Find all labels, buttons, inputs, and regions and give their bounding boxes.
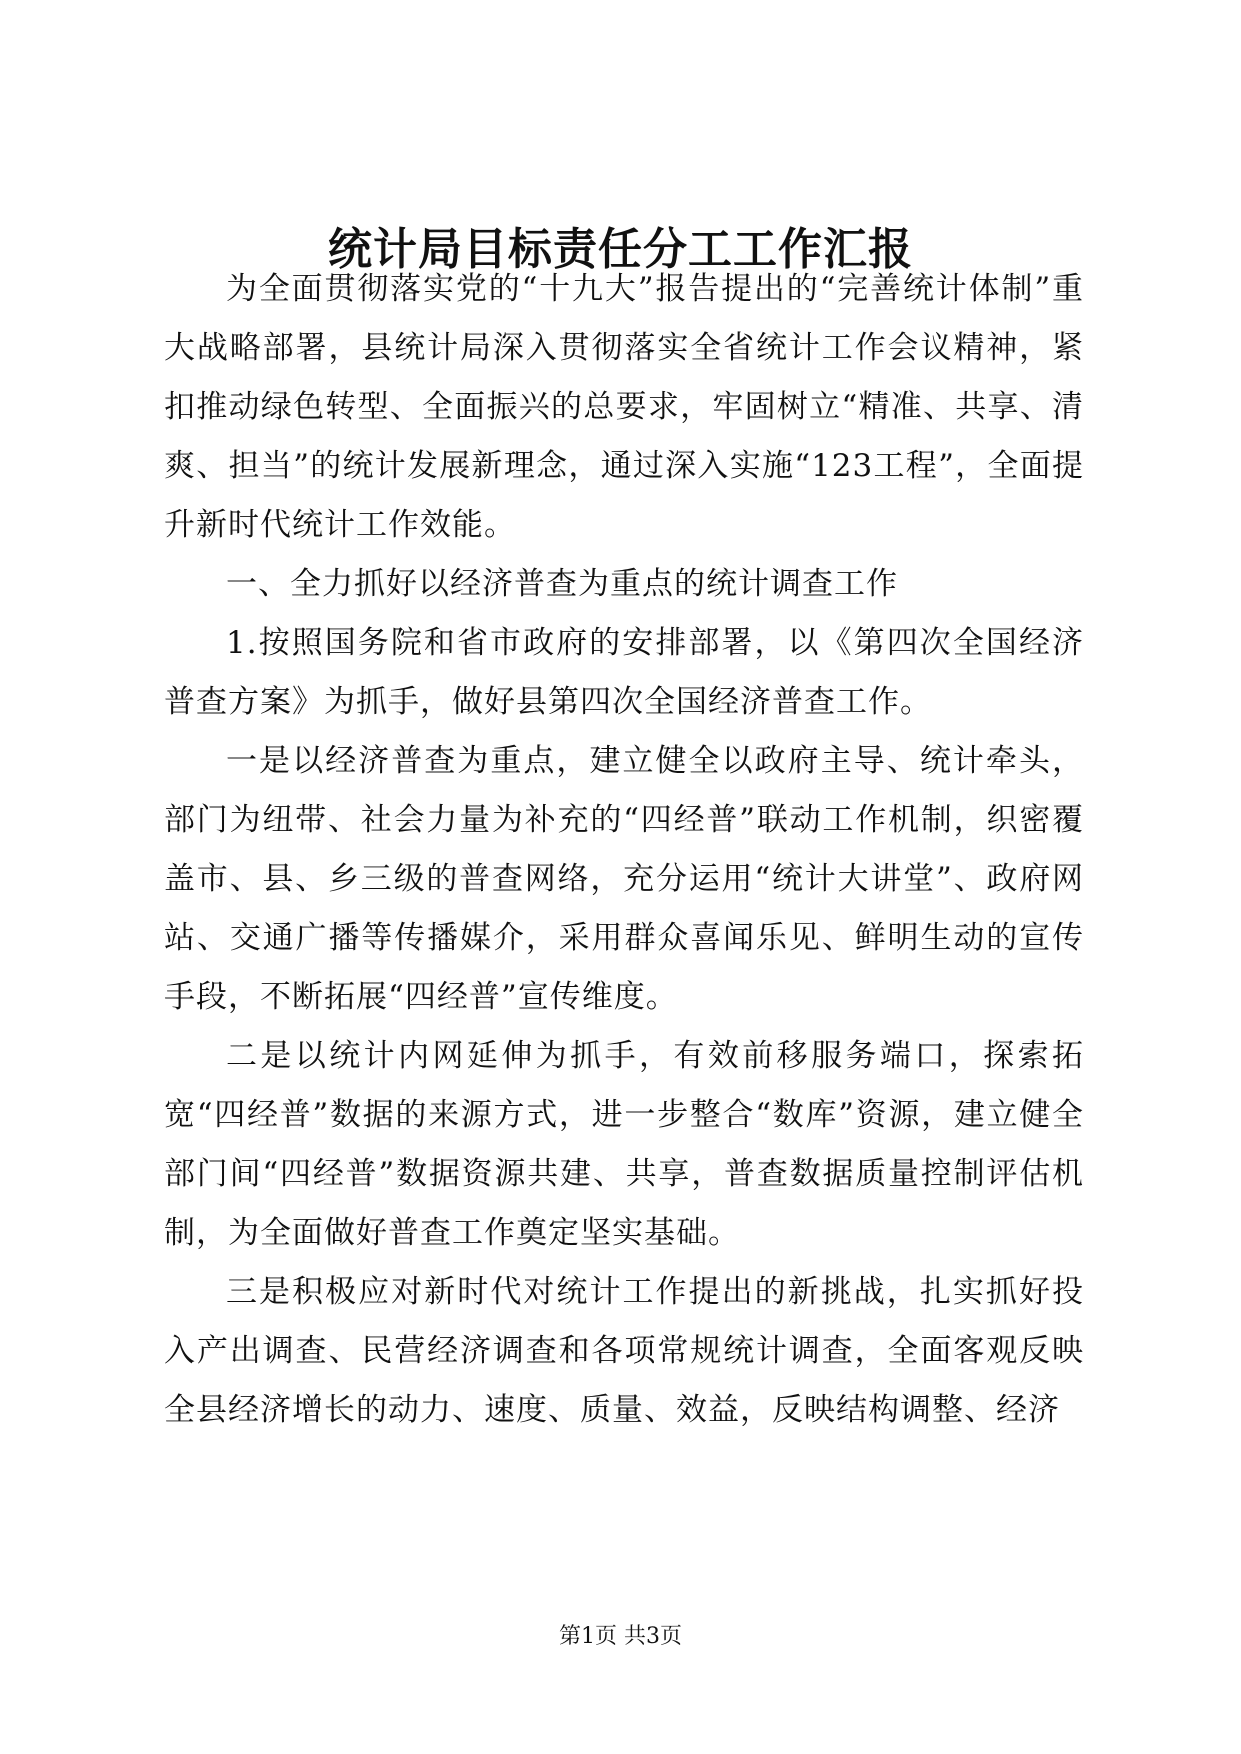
paragraph-intro: 为全面贯彻落实党的“十九大”报告提出的“完善统计体制”重大战略部署，县统计局深入贯彻落实全省统计工作会议精神，紧扣推动绿色转型、全面振兴的总要求，牢固树立“精准、共享、清爽、担当”的统计发展新理念，通过深入实施“123工程”，全面提升新时代统计工作效能。 bbox=[164, 271, 1084, 543]
paragraph-third-point: 三是积极应对新时代对统计工作提出的新挑战，扎实抓好投入产出调查、民营经济调查和各项常规统计调查，全面客观反映全县经济增长的动力、速度、质量、效益，反映结构调整、经济 bbox=[164, 1274, 1084, 1428]
document-title: 统计局目标责任分工工作汇报 bbox=[328, 224, 913, 275]
page-footer: 第1页 共3页 bbox=[559, 1624, 682, 1649]
paragraph-second-point: 二是以统计内网延伸为抓手，有效前移服务端口，探索拓宽“四经普”数据的来源方式，进一步整合“数库”资源，建立健全部门间“四经普”数据资源共建、共享，普查数据质量控制评估机制，为全面做好普查工作奠定坚实基础。 bbox=[164, 1038, 1084, 1251]
document-body bbox=[164, 260, 1084, 1440]
paragraph-item-1: 1.按照国务院和省市政府的安排部署，以《第四次全国经济普查方案》为抓手，做好县第四次全国经济普查工作。 bbox=[164, 625, 1084, 720]
paragraph-first-point: 一是以经济普查为重点，建立健全以政府主导、统计牵头，部门为纽带、社会力量为补充的“四经普”联动工作机制，织密覆盖市、县、乡三级的普查网络，充分运用“统计大讲堂”、政府网站、交通广播等传播媒介，采用群众喜闻乐见、鲜明生动的宣传手段，不断拓展“四经普”宣传维度。 bbox=[164, 743, 1084, 1015]
section-heading-1: 一、全力抓好以经济普查为重点的统计调查工作 bbox=[226, 566, 898, 602]
